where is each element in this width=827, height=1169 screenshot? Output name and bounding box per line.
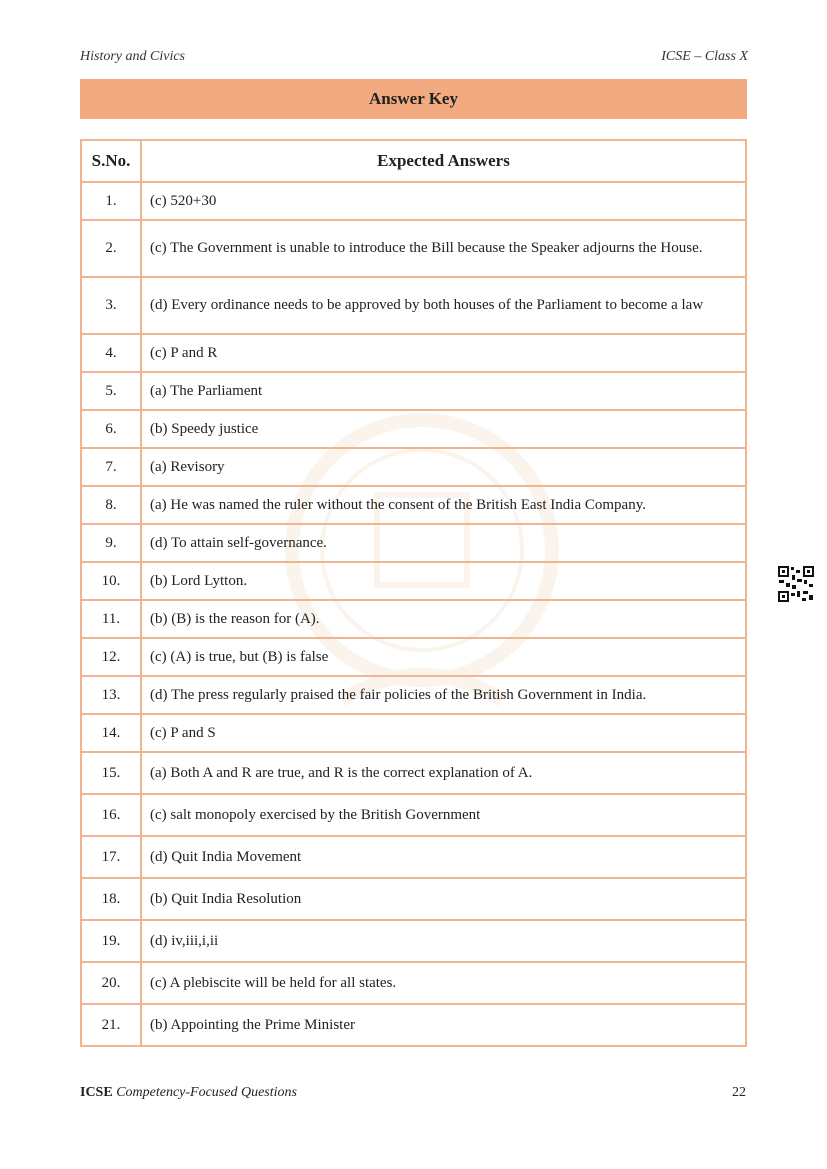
header-class: ICSE – Class X bbox=[661, 49, 748, 64]
row-answer: (d) To attain self-governance. bbox=[141, 524, 746, 562]
row-number: 7. bbox=[81, 448, 141, 486]
table-row bbox=[81, 962, 746, 1004]
answer-key-table bbox=[80, 139, 747, 1047]
row-number: 8. bbox=[81, 486, 141, 524]
table-row bbox=[81, 794, 746, 836]
row-answer: (d) iv,iii,i,ii bbox=[141, 920, 746, 962]
table-header-row bbox=[81, 140, 746, 182]
table-row bbox=[81, 524, 746, 562]
table-row bbox=[81, 600, 746, 638]
table-row bbox=[81, 277, 746, 334]
table-row bbox=[81, 1004, 746, 1046]
table-row bbox=[81, 920, 746, 962]
row-answer: (c) P and R bbox=[141, 334, 746, 372]
page-number: 22 bbox=[732, 1085, 746, 1100]
table-row bbox=[81, 182, 746, 220]
row-answer: (c) salt monopoly exercised by the British Government bbox=[141, 794, 746, 836]
row-answer: (b) Quit India Resolution bbox=[141, 878, 746, 920]
footer-series: Competency-Focused Questions bbox=[116, 1085, 297, 1100]
row-answer: (b) (B) is the reason for (A). bbox=[141, 600, 746, 638]
footer-brand: ICSE bbox=[80, 1085, 113, 1100]
row-number: 21. bbox=[81, 1004, 141, 1046]
row-number: 1. bbox=[81, 182, 141, 220]
row-number: 14. bbox=[81, 714, 141, 752]
table-row bbox=[81, 714, 746, 752]
table-row bbox=[81, 752, 746, 794]
table-row bbox=[81, 220, 746, 277]
table-row bbox=[81, 676, 746, 714]
banner-title: Answer Key bbox=[369, 89, 458, 108]
row-number: 3. bbox=[81, 277, 141, 334]
row-number: 12. bbox=[81, 638, 141, 676]
row-answer: (d) The press regularly praised the fair policies of the British Government in India. bbox=[141, 676, 746, 714]
row-number: 15. bbox=[81, 752, 141, 794]
qr-code-icon bbox=[777, 565, 815, 603]
row-number: 4. bbox=[81, 334, 141, 372]
row-answer: (d) Every ordinance needs to be approved by both houses of the Parliament to become a law bbox=[141, 277, 746, 334]
table-row bbox=[81, 372, 746, 410]
row-answer: (b) Lord Lytton. bbox=[141, 562, 746, 600]
row-number: 19. bbox=[81, 920, 141, 962]
table-row bbox=[81, 878, 746, 920]
row-number: 16. bbox=[81, 794, 141, 836]
row-number: 20. bbox=[81, 962, 141, 1004]
row-answer: (b) Speedy justice bbox=[141, 410, 746, 448]
row-answer: (a) Both A and R are true, and R is the correct explanation of A. bbox=[141, 752, 746, 794]
row-number: 13. bbox=[81, 676, 141, 714]
row-answer: (a) He was named the ruler without the consent of the British East India Company. bbox=[141, 486, 746, 524]
row-answer: (c) 520+30 bbox=[141, 182, 746, 220]
table-row bbox=[81, 836, 746, 878]
table-row bbox=[81, 334, 746, 372]
table-row bbox=[81, 486, 746, 524]
row-number: 6. bbox=[81, 410, 141, 448]
row-number: 5. bbox=[81, 372, 141, 410]
column-header-sno: S.No. bbox=[81, 140, 141, 182]
row-answer: (c) The Government is unable to introduce the Bill because the Speaker adjourns the House. bbox=[141, 220, 746, 277]
table-row bbox=[81, 638, 746, 676]
row-answer: (a) Revisory bbox=[141, 448, 746, 486]
row-answer: (d) Quit India Movement bbox=[141, 836, 746, 878]
row-number: 18. bbox=[81, 878, 141, 920]
row-number: 10. bbox=[81, 562, 141, 600]
table-row bbox=[81, 448, 746, 486]
row-answer: (c) A plebiscite will be held for all states. bbox=[141, 962, 746, 1004]
header-subject: History and Civics bbox=[80, 49, 185, 64]
table-row bbox=[81, 410, 746, 448]
row-number: 9. bbox=[81, 524, 141, 562]
row-answer: (c) (A) is true, but (B) is false bbox=[141, 638, 746, 676]
table-row bbox=[81, 562, 746, 600]
row-answer: (a) The Parliament bbox=[141, 372, 746, 410]
row-number: 11. bbox=[81, 600, 141, 638]
row-answer: (b) Appointing the Prime Minister bbox=[141, 1004, 746, 1046]
column-header-answers: Expected Answers bbox=[141, 140, 746, 182]
answer-key-banner bbox=[80, 79, 747, 119]
footer-title bbox=[80, 1085, 297, 1101]
row-number: 17. bbox=[81, 836, 141, 878]
row-number: 2. bbox=[81, 220, 141, 277]
row-answer: (c) P and S bbox=[141, 714, 746, 752]
